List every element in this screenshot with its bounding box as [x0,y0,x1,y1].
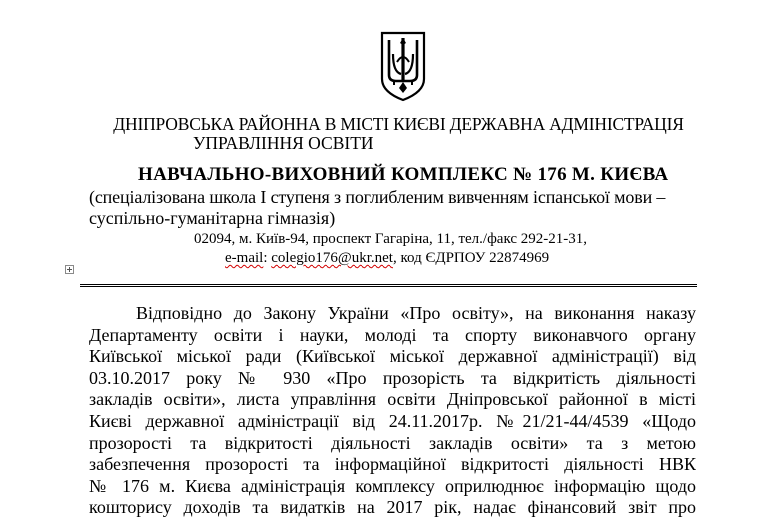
body-line: 03.10.2017 року № 930 «Про прозорість та відкритість діяльності [89,367,696,388]
table-move-handle-icon[interactable] [65,265,74,274]
school-title: НАВЧАЛЬНО-ВИХОВНИЙ КОМПЛЕКС № 176 М. КИЄВА [138,164,669,185]
body-paragraph [89,303,696,519]
trident-emblem-icon [379,30,427,102]
body-line: № 176 м. Києва адміністрація комплексу оприлюднює інформацію щодо [89,475,696,496]
admin-line-2: УПРАВЛІННЯ ОСВІТИ [193,133,374,153]
body-line: прозорості та відкритості діяльності закладів освіти» та з метою [89,432,696,453]
specialization-line-2: суспільно-гуманітарна гімназія) [89,208,336,228]
email-value: colegio176@ukr.net [271,250,393,266]
edrpou-code: , код ЄДРПОУ 22874969 [392,250,550,266]
admin-line-1: ДНІПРОВСЬКА РАЙОННА В МІСТІ КИЄВІ ДЕРЖАВНА АДМІНІСТРАЦІЯ [113,114,684,134]
email-separator: : [263,250,272,266]
address-line: 02094, м. Київ-94, проспект Гагаріна, 11, тел./факс 292-21-31, [194,231,588,247]
email-line [225,251,549,266]
specialization-line-1: (спеціалізована школа І ступеня з поглибленим вивченням іспанської мови – [89,187,666,207]
email-label: e-mail [225,250,264,266]
body-line: закладів освіти», листа управління освіти Дніпровської районної в місті [89,389,696,410]
body-line: Києві державної адміністрації від 24.11.2017р. №21/21-44/4539 «Щодо [89,410,696,431]
body-line: кошторису доходів та видатків на 2017 рік, надає фінансовий звіт про [89,497,696,518]
body-line: Департаменту освіти і науки, молоді та спорту виконавчого органу [89,324,696,345]
header-double-rule [80,284,697,288]
body-line: Відповідно до Закону України «Про освіту», на виконання наказу [136,303,696,323]
body-line: забезпечення прозорості та інформаційної відкритості діяльності НВК [89,454,696,475]
body-line: Київської міської ради (Київської міської державної адміністрації) від [89,346,696,367]
